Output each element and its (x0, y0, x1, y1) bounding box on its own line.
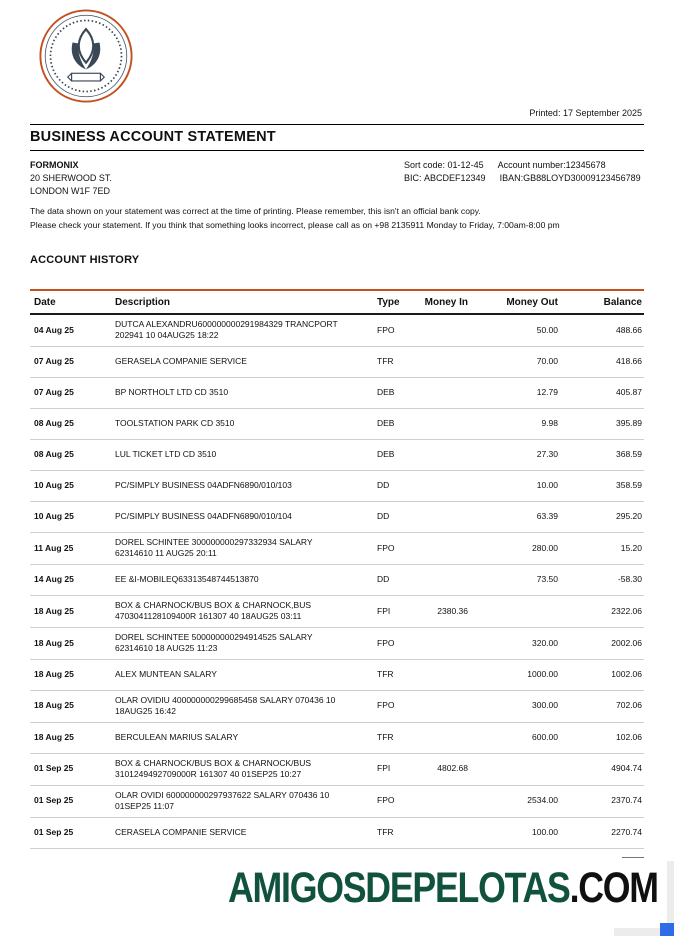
money-out-cell: 10.00 (468, 470, 558, 501)
table-row (30, 532, 644, 564)
date-cell: 18 Aug 25 (30, 690, 110, 722)
account-numbers-block (404, 159, 641, 185)
table-row (30, 439, 644, 470)
type-cell: TFR (362, 817, 412, 848)
date-cell: 01 Sep 25 (30, 753, 110, 785)
sort-code-row (404, 159, 641, 172)
type-cell: TFR (362, 722, 412, 753)
account-address-line2: LONDON W1F 7ED (30, 186, 111, 197)
disclaimer-text (30, 204, 644, 232)
table-row (30, 722, 644, 753)
money-in-cell (412, 690, 468, 722)
type-cell: DEB (362, 439, 412, 470)
money-in-cell: 4802.68 (412, 753, 468, 785)
section-title-account-history: ACCOUNT HISTORY (30, 254, 140, 266)
balance-cell: 358.59 (558, 470, 644, 501)
balance-cell: 4904.74 (558, 753, 644, 785)
bic: BIC: ABCDEF12349 (404, 173, 486, 184)
money-in-cell (412, 817, 468, 848)
description-cell: LUL TICKET LTD CD 3510 (110, 439, 362, 470)
table-row (30, 595, 644, 627)
bank-seal-icon (38, 8, 134, 104)
balance-cell: 368.59 (558, 439, 644, 470)
money-in-cell (412, 501, 468, 532)
type-cell: DEB (362, 377, 412, 408)
table-row (30, 501, 644, 532)
bic-iban-row (404, 172, 641, 185)
money-out-cell: 63.39 (468, 501, 558, 532)
iban: IBAN:GB88LOYD30009123456789 (499, 173, 641, 184)
description-cell: DOREL SCHINTEE 500000000294914525 SALARY 62314610 18 AUG25 11:23 (110, 627, 362, 659)
balance-cell: 488.66 (558, 314, 644, 346)
money-in-cell: 2380.36 (412, 595, 468, 627)
printed-date: Printed: 17 September 2025 (529, 108, 642, 118)
table-row (30, 659, 644, 690)
type-cell: DD (362, 564, 412, 595)
money-in-cell (412, 314, 468, 346)
type-cell: FPO (362, 785, 412, 817)
money-in-cell (412, 659, 468, 690)
type-cell: FPI (362, 753, 412, 785)
col-header-balance: Balance (603, 297, 642, 308)
balance-cell: 2322.06 (558, 595, 644, 627)
balance-cell: 2370.74 (558, 785, 644, 817)
balance-cell: 418.66 (558, 346, 644, 377)
table-row (30, 817, 644, 848)
type-cell: FPO (362, 314, 412, 346)
description-cell: BP NORTHOLT LTD CD 3510 (110, 377, 362, 408)
type-cell: TFR (362, 659, 412, 690)
type-cell: DEB (362, 408, 412, 439)
description-cell: EE &I-MOBILEQ63313548744513870 (110, 564, 362, 595)
table-row (30, 627, 644, 659)
type-cell: FPO (362, 690, 412, 722)
disclaimer-line1: The data shown on your statement was correct at the time of printing. Please remember, this isn't an official bank copy. (30, 206, 481, 216)
date-cell: 10 Aug 25 (30, 501, 110, 532)
col-header-date: Date (34, 297, 56, 308)
description-cell: GERASELA COMPANIE SERVICE (110, 346, 362, 377)
col-header-description: Description (115, 297, 171, 308)
horizontal-scrollbar-track[interactable] (614, 928, 660, 936)
money-in-cell (412, 470, 468, 501)
vertical-scrollbar-track[interactable] (667, 861, 674, 923)
table-row (30, 785, 644, 817)
money-out-cell: 100.00 (468, 817, 558, 848)
money-out-cell: 300.00 (468, 690, 558, 722)
money-in-cell (412, 785, 468, 817)
money-in-cell (412, 408, 468, 439)
description-cell: OLAR OVIDIU 400000000299685458 SALARY 070436 10 18AUG25 16:42 (110, 690, 362, 722)
page-title: BUSINESS ACCOUNT STATEMENT (30, 129, 276, 145)
money-in-cell (412, 532, 468, 564)
account-number: Account number:12345678 (497, 160, 606, 170)
description-cell: ALEX MUNTEAN SALARY (110, 659, 362, 690)
money-out-cell (468, 753, 558, 785)
account-holder-name: FORMONIX (30, 160, 79, 170)
money-in-cell (412, 722, 468, 753)
col-header-money-out: Money Out (506, 297, 558, 308)
money-out-cell: 600.00 (468, 722, 558, 753)
balance-cell: 15.20 (558, 532, 644, 564)
type-cell: TFR (362, 346, 412, 377)
transactions-table (30, 289, 644, 849)
table-row (30, 314, 644, 346)
balance-cell: 405.87 (558, 377, 644, 408)
table-row (30, 377, 644, 408)
money-in-cell (412, 346, 468, 377)
date-cell: 18 Aug 25 (30, 659, 110, 690)
watermark-suffix: .COM (569, 864, 658, 912)
money-out-cell: 70.00 (468, 346, 558, 377)
table-header-row (30, 290, 644, 314)
type-cell: FPO (362, 627, 412, 659)
money-out-cell: 27.30 (468, 439, 558, 470)
date-cell: 07 Aug 25 (30, 377, 110, 408)
balance-cell: 395.89 (558, 408, 644, 439)
type-cell: DD (362, 470, 412, 501)
date-cell: 08 Aug 25 (30, 408, 110, 439)
money-out-cell: 320.00 (468, 627, 558, 659)
date-cell: 18 Aug 25 (30, 627, 110, 659)
scrollbar-corner (660, 923, 674, 936)
money-in-cell (412, 439, 468, 470)
money-out-cell: 9.98 (468, 408, 558, 439)
money-out-cell: 73.50 (468, 564, 558, 595)
type-cell: DD (362, 501, 412, 532)
col-header-type: Type (377, 297, 400, 308)
description-cell: PC/SIMPLY BUSINESS 04ADFN6890/010/103 (110, 470, 362, 501)
account-address-line1: 20 SHERWOOD ST. (30, 173, 112, 184)
table-body (30, 314, 644, 848)
money-in-cell (412, 377, 468, 408)
date-cell: 11 Aug 25 (30, 532, 110, 564)
date-cell: 18 Aug 25 (30, 722, 110, 753)
description-cell: BOX & CHARNOCK/BUS BOX & CHARNOCK,BUS 4703041128109400R 161307 40 18AUG25 03:11 (110, 595, 362, 627)
description-cell: BERCULEAN MARIUS SALARY (110, 722, 362, 753)
money-out-cell: 280.00 (468, 532, 558, 564)
description-cell: TOOLSTATION PARK CD 3510 (110, 408, 362, 439)
table-row (30, 470, 644, 501)
date-cell: 10 Aug 25 (30, 470, 110, 501)
money-out-cell: 50.00 (468, 314, 558, 346)
balance-cell: 102.06 (558, 722, 644, 753)
balance-cell: 702.06 (558, 690, 644, 722)
money-out-cell (468, 595, 558, 627)
balance-cell: 2270.74 (558, 817, 644, 848)
watermark-text (228, 864, 658, 913)
description-cell: PC/SIMPLY BUSINESS 04ADFN6890/010/104 (110, 501, 362, 532)
money-in-cell (412, 564, 468, 595)
table-row (30, 346, 644, 377)
type-cell: FPO (362, 532, 412, 564)
description-cell: BOX & CHARNOCK/BUS BOX & CHARNOCK/BUS 3101249492709000R 161307 40 01SEP25 10:27 (110, 753, 362, 785)
balance-cell: 295.20 (558, 501, 644, 532)
type-cell: FPI (362, 595, 412, 627)
sort-code: Sort code: 01-12-45 (404, 160, 484, 170)
date-cell: 01 Sep 25 (30, 817, 110, 848)
table-row (30, 690, 644, 722)
bank-seal-logo (38, 8, 134, 104)
transactions-table-wrap (30, 289, 644, 849)
table-row (30, 753, 644, 785)
date-cell: 14 Aug 25 (30, 564, 110, 595)
date-cell: 07 Aug 25 (30, 346, 110, 377)
date-cell: 18 Aug 25 (30, 595, 110, 627)
disclaimer-line2: Please check your statement. If you think that something looks incorrect, please call as on +98 2135911 Monday to Friday, 7:00am-8:00 pm (30, 220, 560, 231)
date-cell: 08 Aug 25 (30, 439, 110, 470)
description-cell: DOREL SCHINTEE 300000000297332934 SALARY 62314610 11 AUG25 20:11 (110, 532, 362, 564)
description-cell: DUTCA ALEXANDRU600000000291984329 TRANCPORT 202941 10 04AUG25 18:22 (110, 314, 362, 346)
money-out-cell: 2534.00 (468, 785, 558, 817)
balance-cell: 1002.06 (558, 659, 644, 690)
footer-tick-mark (622, 857, 644, 858)
col-header-money-in: Money In (424, 297, 468, 308)
header-rule-bottom (30, 150, 644, 151)
table-row (30, 408, 644, 439)
date-cell: 01 Sep 25 (30, 785, 110, 817)
header-rule-top (30, 124, 644, 125)
money-in-cell (412, 627, 468, 659)
money-out-cell: 1000.00 (468, 659, 558, 690)
balance-cell: -58.30 (558, 564, 644, 595)
money-out-cell: 12.79 (468, 377, 558, 408)
account-info (30, 159, 644, 198)
table-row (30, 564, 644, 595)
description-cell: CERASELA COMPANIE SERVICE (110, 817, 362, 848)
description-cell: OLAR OVIDI 600000000297937622 SALARY 070436 10 01SEP25 11:07 (110, 785, 362, 817)
balance-cell: 2002.06 (558, 627, 644, 659)
watermark-main: AMIGOSDEPELOTAS (228, 864, 570, 912)
date-cell: 04 Aug 25 (30, 314, 110, 346)
